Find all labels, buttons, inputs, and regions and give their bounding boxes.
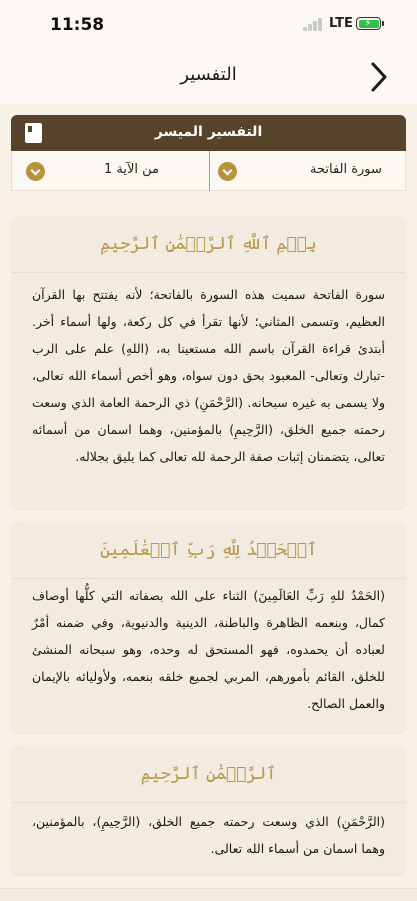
tafsir-card <box>12 522 405 732</box>
tafsir-text: (الرَّحْمَنِ) الذي وسعت رحمته جميع الخلق، (الرَّحِيمِ)، بالمؤمنين، وهما اسمان من أسماء الله تعالى. <box>32 814 385 856</box>
status-bar <box>0 0 417 50</box>
surah-selector[interactable] <box>210 151 406 191</box>
next-card-edge <box>0 888 417 901</box>
surah-name: سورة الفاتحة <box>310 162 382 177</box>
tafsir-name: التفسير الميسر <box>154 124 263 140</box>
verse-text: بِسۡمِ ٱللَّهِ ٱلرَّحۡمَٰنِ ٱلرَّحِيمِ <box>100 234 317 254</box>
tafsir-selector[interactable] <box>11 115 406 151</box>
card-divider <box>12 802 405 803</box>
signal-icon <box>303 17 325 31</box>
card-divider <box>12 272 405 273</box>
selector-row <box>11 151 406 191</box>
page-title: التفسير <box>180 64 237 85</box>
tafsir-text: (الحَمْدُ للهِ رَبِّ العَالَمِينَ) الثناء على الله بصفاته التي كلُّها أوصاف كمال، وبنعمه الظاهرة والباطنة، الدينية والدنيوية، وفي ضمنه أمْرٌ لعباده أن يحمدوه، فهو المستحق له وحده، وهو سبحانه المنشئ للخلق، القائم بأمورهم، المربي لجميع خلقه بنعمه، ولأوليائه بالإيمان والعمل الصالح. <box>32 588 385 711</box>
back-button[interactable] <box>364 60 394 94</box>
chevron-down-icon <box>26 162 45 181</box>
ayah-selector[interactable] <box>12 151 208 191</box>
tafsir-text: سورة الفاتحة سميت هذه السورة بالفاتحة؛ لأنه يفتتح بها القرآن العظيم، وتسمى المثاني؛ لأنها تقرأ في كل ركعة، ولها أسماء أخر. أبتدئ قراءة القرآن باسم الله مستعينا به، (اللهِ) علم على الرب -تبارك وتعالى- المعبود بحق دون سواه، وهو أخص أسماء الله تعالى، ولا يسمى به غيره سبحانه. (الرَّحْمَنِ) ذي الرحمة العامة الذي وسعت رحمته جميع الخلق، (الرَّحِيمِ) بالمؤمنين، وهما اسمان من أسمائه تعالى، يتضمنان إثبات صفة الرحمة لله تعالى كما يليق بجلاله. <box>32 287 385 464</box>
battery-icon: ⚡ <box>356 17 381 30</box>
verse-text: ٱلرَّحۡمَٰنِ ٱلرَّحِيمِ <box>140 764 277 784</box>
selector-divider <box>209 151 210 191</box>
tafsir-card <box>12 216 405 508</box>
chevron-down-icon <box>218 162 237 181</box>
navigation-bar <box>0 50 417 104</box>
battery-cap <box>382 21 384 26</box>
tafsir-card <box>12 746 405 874</box>
status-time: 11:58 <box>50 15 105 35</box>
chevron-right-icon <box>364 60 394 94</box>
card-divider <box>12 578 405 579</box>
ayah-number: من الآية 1 <box>104 162 160 177</box>
network-type: LTE <box>329 16 353 31</box>
verse-text: ٱلۡحَمۡدُ لِلَّهِ رَبِّ ٱلۡعَٰلَمِينَ <box>100 540 317 560</box>
